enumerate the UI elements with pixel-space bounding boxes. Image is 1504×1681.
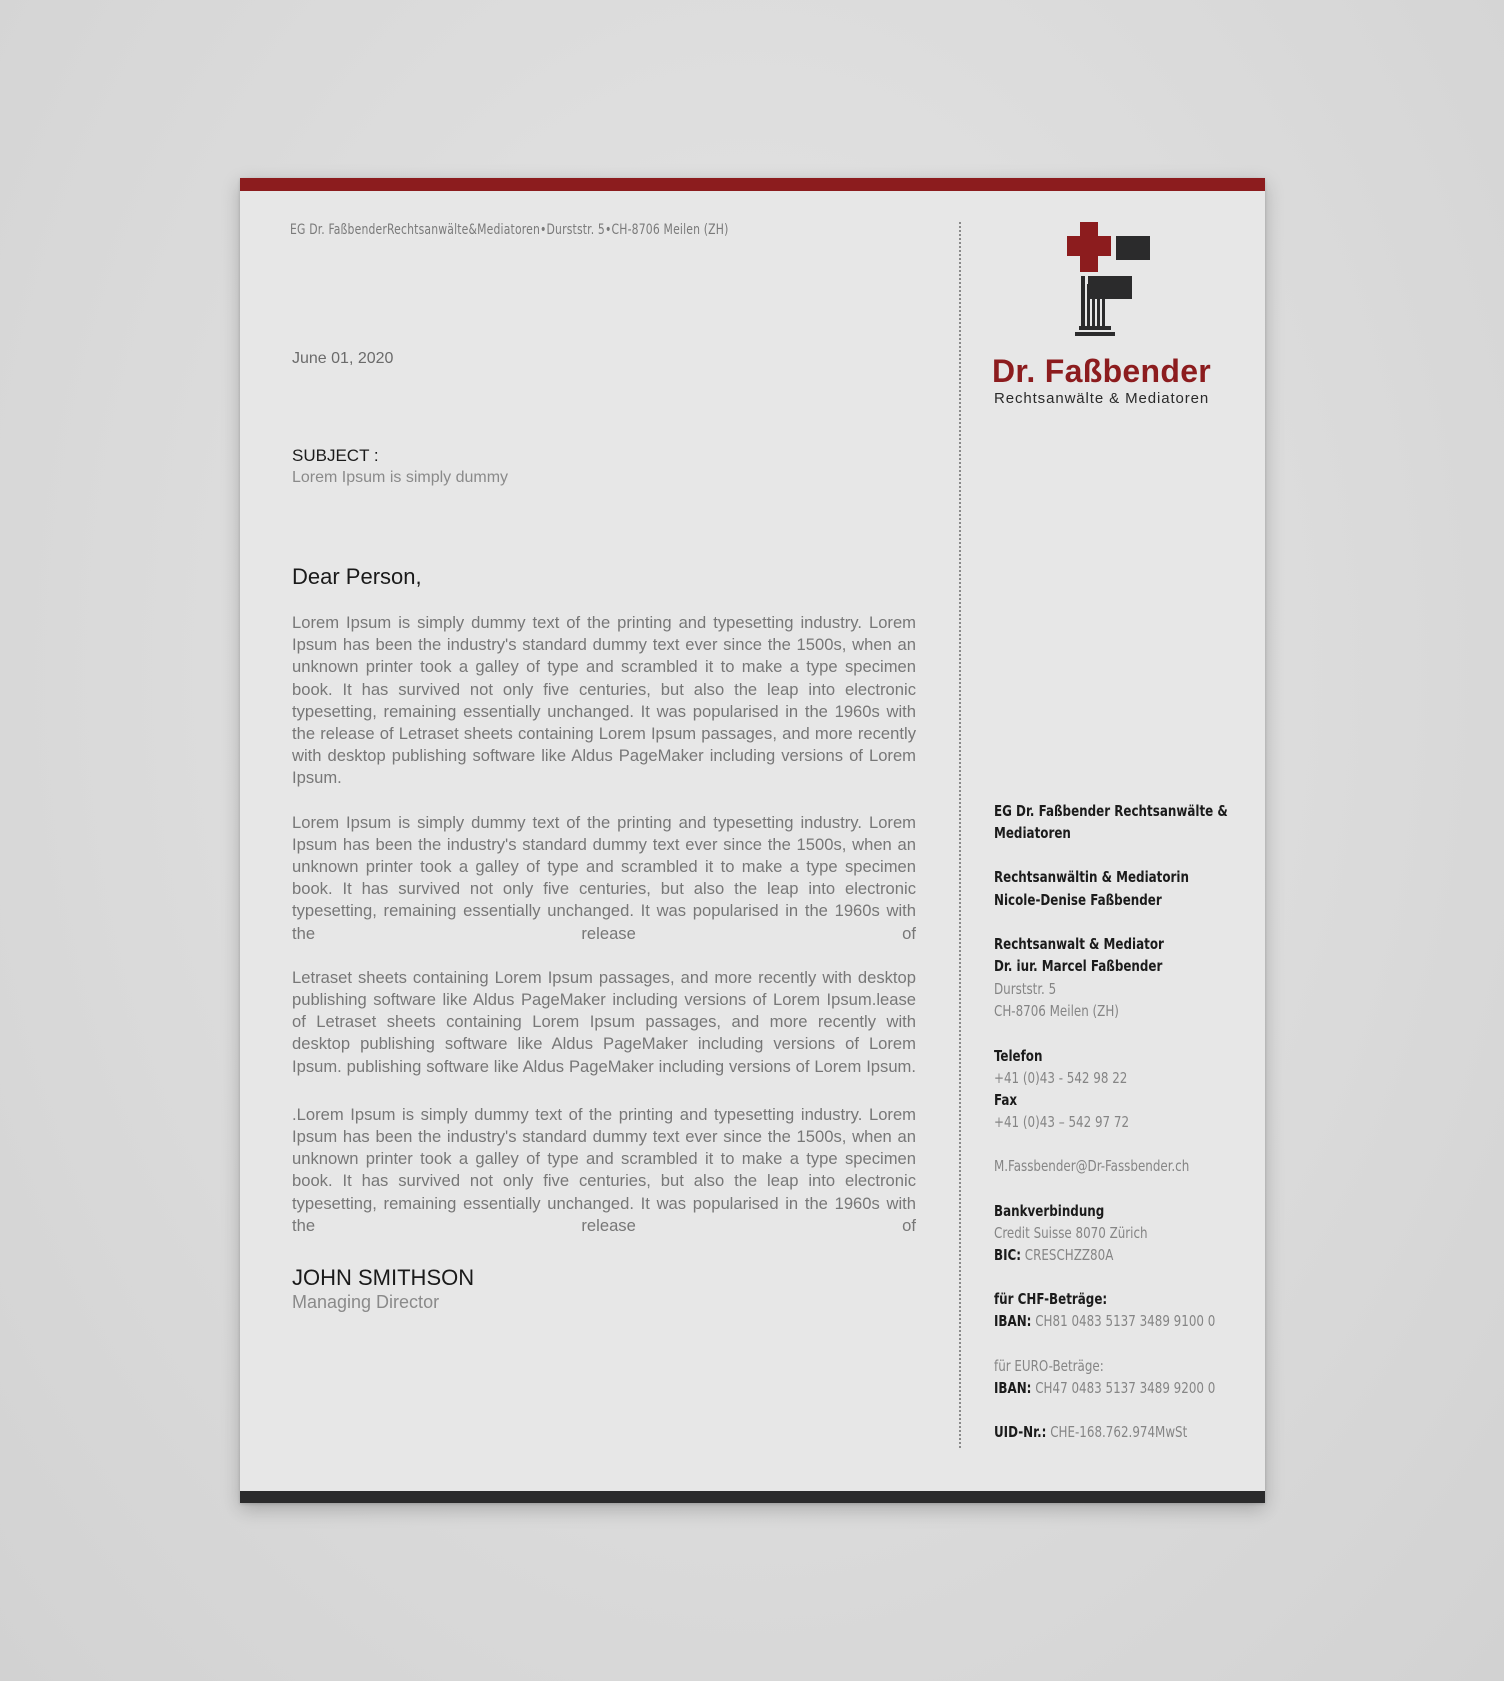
subject-text: Lorem Ipsum is simply dummy: [292, 469, 509, 486]
bic-label: BIC:: [994, 1246, 1022, 1265]
salutation: Dear Person,: [292, 564, 422, 589]
subject-label: SUBJECT :: [292, 446, 379, 465]
iban-label: IBAN:: [994, 1378, 1032, 1397]
body-paragraph: Lorem Ipsum is simply dummy text of the printing and typesetting industry. Lorem Ipsum has been the industry's standard dummy text ever since the 1500s, when an unknown printer took a galley of type and scrambled it to make a type specimen book. It has survived not only five centuries, but also the leap into electronic typesetting, remaining essentially unchanged. It was popularised in the 1960s with the release of Letraset sheets containing Lorem Ipsum passages, and more recently with desktop publishing software like Aldus PageMaker including versions of Lorem Ipsum.: [292, 613, 916, 788]
letter-sheet: [240, 178, 1265, 1503]
chf-iban: CH81 0483 5137 3489 9100 0: [1035, 1312, 1216, 1331]
euro-label: für EURO-Beträge:: [994, 1356, 1104, 1375]
email-address[interactable]: M.Fassbender@Dr-Fassbender.ch: [994, 1157, 1190, 1176]
sidebar-contact: [994, 800, 1244, 1465]
brand-subtitle: Rechtsanwälte & Mediatoren: [994, 390, 1210, 407]
chf-label: für CHF-Beträge:: [994, 1290, 1108, 1309]
letter-body: [292, 612, 916, 1259]
letter-date: June 01, 2020: [292, 350, 394, 367]
bank-name: Credit Suisse 8070 Zürich: [994, 1223, 1148, 1242]
brand-name: Dr. Faßbender: [992, 353, 1212, 389]
bank-label: Bankverbindung: [994, 1201, 1105, 1220]
signature-name: JOHN SMITHSON: [292, 1265, 475, 1290]
partner-name: Nicole-Denise Faßbender: [994, 890, 1162, 909]
uid-value: CHE-168.762.974MwSt: [1050, 1423, 1188, 1442]
uid-label: UID-Nr.:: [994, 1423, 1047, 1442]
body-paragraph: Lorem Ipsum is simply dummy text of the printing and typesetting industry. Lorem Ipsum has been the industry's standard dummy text ever since the 1500s, when an unknown printer took a galley of type and scrambled it to make a type specimen book. It has survived not only five centuries, but also the leap into electronic typesetting, remaining essentially unchanged. It was popularised in the 1960s with the release of: [292, 812, 916, 943]
street-address: Durststr. 5: [994, 980, 1057, 999]
fax-label: Fax: [994, 1091, 1018, 1110]
phone-label: Telefon: [994, 1046, 1043, 1065]
fax-number: +41 (0)43 – 542 97 72: [994, 1113, 1130, 1132]
bottom-accent-bar: [240, 1491, 1265, 1503]
firm-name-line: EG Dr. Faßbender Rechtsanwälte &: [994, 802, 1228, 820]
firm-name-line: Mediatoren: [994, 824, 1071, 843]
signature-title: Managing Director: [292, 1292, 440, 1312]
phone-number: +41 (0)43 - 542 98 22: [994, 1068, 1128, 1087]
body-paragraph: Letraset sheets containing Lorem Ipsum passages, and more recently with desktop publishing software like Aldus PageMaker including versions of Lorem Ipsum.lease of Letraset sheets containing Lorem Ipsum passages, and more recently with desktop publishing software like Aldus PageMaker including versions of Lorem Ipsum. publishing software like Aldus PageMaker including versions of Lorem Ipsum.: [292, 967, 916, 1076]
euro-iban: CH47 0483 5137 3489 9200 0: [1035, 1378, 1216, 1397]
partner-name: Dr. iur. Marcel Faßbender: [994, 957, 1163, 976]
body-paragraph: .Lorem Ipsum is simply dummy text of the printing and typesetting industry. Lorem Ipsum has been the industry's standard dummy text ever since the 1500s, when an unknown printer took a galley of type and scrambled it to make a type specimen book. It has survived not only five centuries, but also the leap into electronic typesetting, remaining essentially unchanged. It was popularised in the 1960s with the release of: [292, 1104, 916, 1235]
top-accent-bar: [240, 178, 1265, 191]
partner-role: Rechtsanwalt & Mediator: [994, 934, 1164, 953]
sender-address-line: EG Dr. FaßbenderRechtsanwälte&Mediatoren•Durststr. 5•CH-8706 Meilen (ZH): [290, 222, 729, 238]
city-address: CH-8706 Meilen (ZH): [994, 1002, 1119, 1021]
partner-role: Rechtsanwältin & Mediatorin: [994, 868, 1189, 887]
column-divider: [959, 222, 961, 1448]
iban-label: IBAN:: [994, 1312, 1032, 1331]
bic-value: CRESCHZZ80A: [1024, 1246, 1114, 1265]
